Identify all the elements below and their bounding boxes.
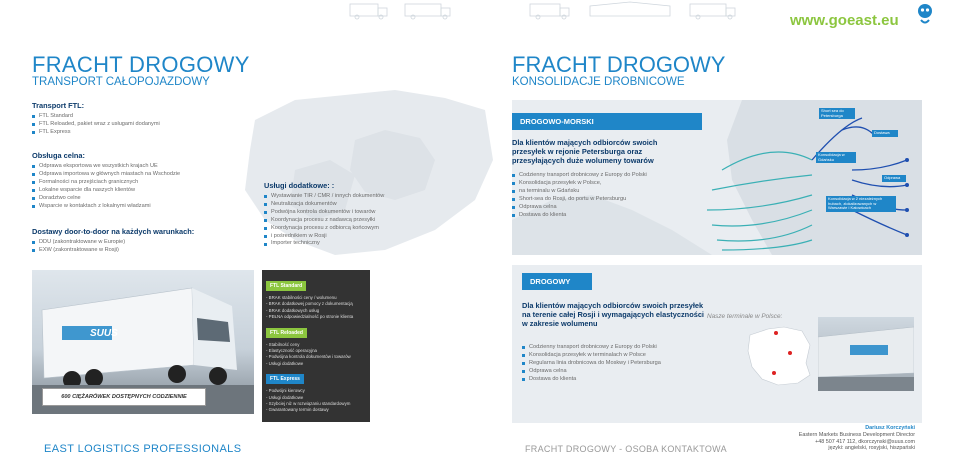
truck-logo: SUUS — [90, 328, 118, 339]
ftl-standard-tag: FTL Standard — [266, 281, 306, 291]
ftl-line: - PEŁNA odpowiedzialność po stronie klienta — [266, 314, 354, 320]
list-item: Konsolidacja przesyłek w terminalach w Polsce — [522, 352, 661, 360]
contact-label: FRACHT DROGOWY - OSOBA KONTAKTOWA — [525, 444, 727, 454]
extra-heading: Usługi dodatkowe: : — [264, 181, 335, 190]
list-item: Wsparcie w kontaktach z lokalnymi władzami — [32, 203, 180, 211]
list-item: FTL Reloaded, pakiet wraz z usługami dodanymi — [32, 121, 160, 129]
list-item: Wystawianie TIR / CMR / innych dokumentów — [264, 193, 384, 201]
panel2-title: DROGOWY — [522, 273, 592, 290]
mascot-icon — [914, 2, 936, 26]
terminal-photo — [818, 317, 914, 391]
panel1-list — [512, 172, 647, 219]
list-item: Formalności na przejściach granicznych — [32, 179, 180, 187]
contact-langs: języki: angielski, rosyjski, hiszpański — [828, 445, 915, 452]
list-item: Codzienny transport drobnicowy z Europy do Polski — [522, 344, 661, 352]
panel1-title: DROGOWO-MORSKI — [512, 113, 702, 130]
panel2-heading: Dla klientów mających odbiorców swoich przesyłek na terenie całej Rosji i wymagających elastyczności w zakresie wolumenu — [522, 301, 704, 328]
list-item: DDU (zakontraktowane w Europie) — [32, 239, 125, 247]
contact-phone[interactable]: +48 507 417 112, dkorczynski@suus.com — [815, 438, 915, 445]
ftl-line: - Usługi dodatkowe — [266, 394, 304, 400]
truck-caption: 600 CIĘŻARÓWEK DOSTĘPNYCH CODZIENNIE — [42, 388, 206, 406]
list-item: FTL Standard — [32, 113, 160, 121]
website-link[interactable]: www.goeast.eu — [790, 12, 899, 29]
list-item: Koordynacja procesu z nadawcą przesyłki — [264, 217, 384, 225]
truck-icons-decoration — [345, 0, 505, 22]
list-item: EXW (zakontraktowane w Rosji) — [32, 247, 125, 255]
ftl-line: - Usługi dodatkowe — [266, 360, 304, 366]
list-item: Odprawa importowa w głównych miastach na Wschodzie — [32, 171, 180, 179]
ftl-panel — [262, 270, 370, 422]
label-customs: Odprawa — [882, 175, 906, 182]
list-item: Dostawa do klienta — [522, 376, 661, 384]
transport-list — [32, 113, 160, 137]
list-item: Dostawa do klienta — [512, 212, 647, 220]
list-item: Odprawa eksportowa we wszystkich krajach UE — [32, 163, 180, 171]
extra-list — [264, 193, 384, 248]
list-item: Regularna linia drobnicowa do Moskwy i Petersburga — [522, 360, 661, 368]
truck-icons-decoration-2 — [520, 0, 770, 24]
list-item: FTL Express — [32, 129, 160, 137]
panel2-list — [522, 344, 661, 384]
d2d-heading: Dostawy door-to-door na każdych warunkach: — [32, 227, 195, 236]
list-item: Koordynacja procesu z odbiorcą końcowym — [264, 225, 384, 233]
left-footer: EAST LOGISTICS PROFESSIONALS — [44, 443, 242, 455]
left-subtitle: TRANSPORT CAŁOPOJAZDOWY — [32, 76, 210, 88]
ftl-line: - BRAK dodatkowej pomocy z dokumentacją — [266, 301, 353, 307]
list-item: Konsolidacja przesyłek w Polsce, — [512, 180, 647, 188]
truck-photo — [32, 270, 254, 414]
list-item: Codzienny transport drobnicowy z Europy do Polski — [512, 172, 647, 180]
label-consol-terminals: Konsolidacja w 2 niezależnych hubach, zlokalizowanych w Warszawie i Katowicach — [826, 196, 896, 212]
ftl-line: - BRAK dodatkowych usług — [266, 307, 320, 313]
label-shortsea: Short sea do Petersburga — [819, 108, 855, 119]
transport-heading: Transport FTL: — [32, 101, 85, 110]
ftl-express-tag: FTL Express — [266, 374, 304, 384]
customs-list — [32, 163, 180, 210]
list-item: na terminalu w Gdańsku — [512, 188, 647, 196]
ftl-line: - Szybciej niż w rozwiązaniu standardowym — [266, 401, 351, 407]
list-item: Podwójna kontrola dokumentów i towarów — [264, 209, 384, 217]
ftl-line: - Gwarantowany termin dostawy — [266, 407, 329, 413]
route-map-sea — [512, 100, 922, 255]
d2d-list — [32, 239, 125, 255]
list-item: Doradztwo celne — [32, 195, 180, 203]
ftl-line: - Stabilność ceny — [266, 341, 300, 347]
label-delivery: Dostawa — [872, 130, 898, 137]
label-consol-gdansk: Konsolidacja w Gdańsku — [816, 152, 856, 163]
contact-name: Dariusz Korczyński — [865, 425, 915, 431]
poland-map — [744, 323, 816, 389]
list-item: Neutralizacja dokumentów — [264, 201, 384, 209]
route-map-road — [512, 265, 922, 423]
list-item: Lokalne wsparcie dla naszych klientów — [32, 187, 180, 195]
terminals-caption: Nasze terminale w Polsce: — [707, 313, 783, 320]
right-title: FRACHT DROGOWY — [512, 52, 726, 77]
ftl-line: - Podwójni kierowcy — [266, 388, 305, 394]
ftl-line: - Elastyczność operacyjna — [266, 348, 318, 354]
contact-block — [740, 425, 915, 452]
ftl-line: - BRAK stabilności ceny / wolumenu — [266, 295, 337, 300]
list-item: Odprawa celna — [512, 204, 647, 212]
panel1-heading: Dla klientów mających odbiorców swoich przesyłek w rejonie Petersburga oraz przesyłających duże wolumeny towarów — [512, 138, 658, 165]
ftl-reloaded-tag: FTL Reloaded — [266, 328, 307, 338]
contact-role: Eastern Markets Business Development Director — [798, 431, 915, 438]
list-item: i pośrednikiem w Rosji — [264, 233, 384, 241]
list-item: Short-sea do Rosji, do portu w Petersburgu — [512, 196, 647, 204]
customs-heading: Obsługa celna: — [32, 151, 85, 160]
ftl-line: - Podwójna kontrola dokumentów i towarów — [266, 354, 351, 360]
list-item: Importer techniczny — [264, 240, 384, 248]
right-subtitle: KONSOLIDACJE DROBNICOWE — [512, 76, 685, 88]
left-title: FRACHT DROGOWY — [32, 52, 250, 77]
list-item: Odprawa celna — [522, 368, 661, 376]
